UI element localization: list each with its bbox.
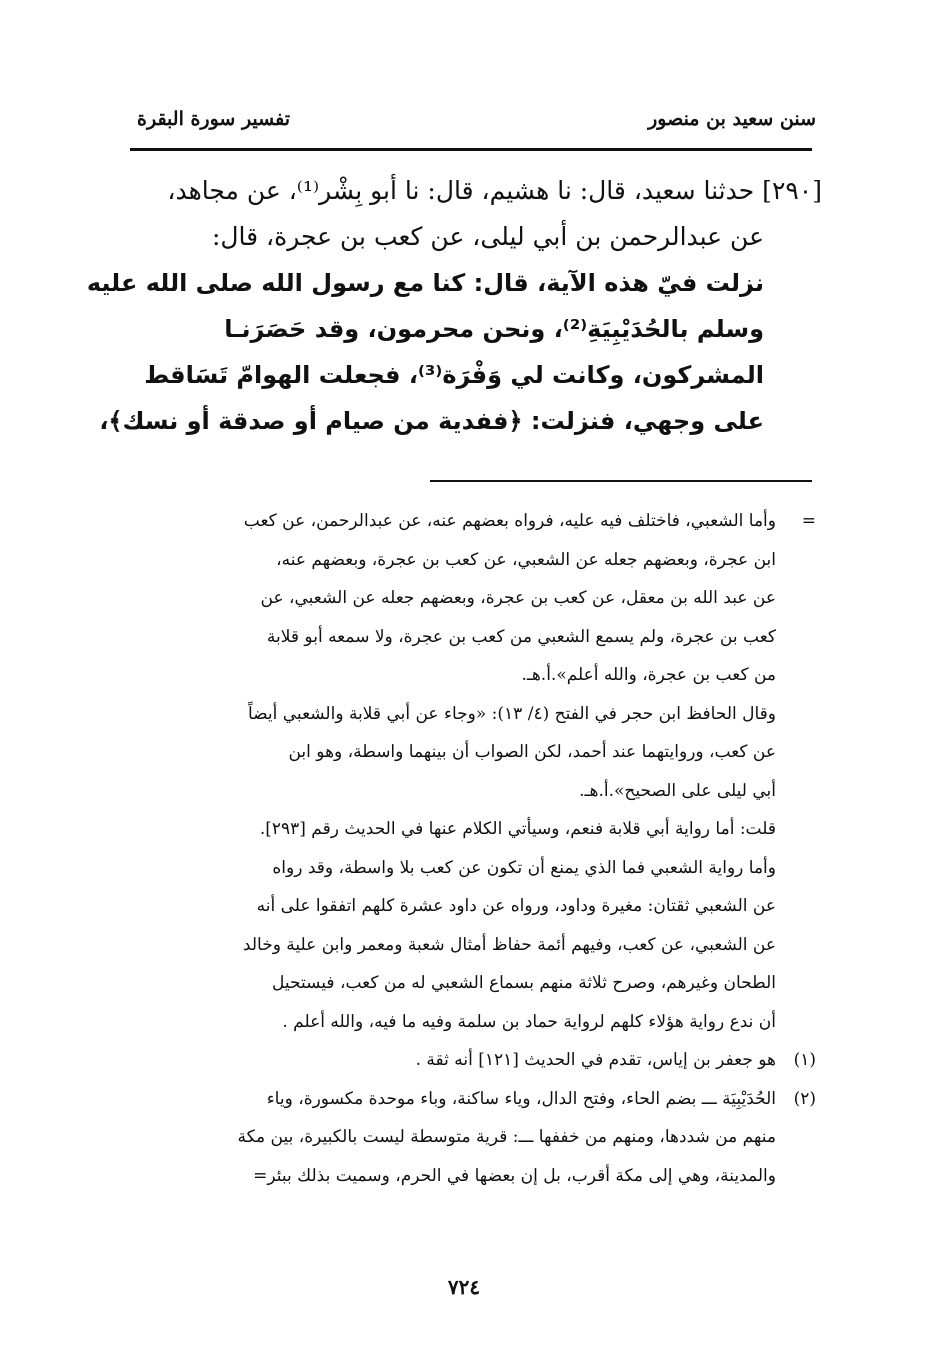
- footnote-line: عن عبد الله بن معقل، عن كعب بن عجرة، وبعضهم جعله عن الشعبي، عن: [260, 588, 776, 608]
- hadith-line-2: عن عبدالرحمن بن أبي ليلى، عن كعب بن عجرة، قال:: [211, 222, 764, 251]
- footnote-2-text: الحُدَيْبِيَة ـــ بضم الحاء، وفتح الدال، وياء ساكنة، وباء موحدة مكسورة، وياء: [266, 1088, 776, 1109]
- hadith-text: [86, 168, 822, 444]
- hadith-line-1-text: حدثنا سعيد، قال: نا هشيم، قال: نا أبو بِشْر⁽¹⁾، عن مجاهد،: [167, 176, 755, 205]
- footnote-2-line: منهم من شددها، ومنهم من خففها ـــ: قرية متوسطة ليست بالكبيرة، بين مكة: [237, 1127, 776, 1147]
- footnote-line: قلت: أما رواية أبي قلابة فنعم، وسيأتي الكلام عنها في الحديث رقم [٢٩٣].: [259, 819, 776, 839]
- running-header-book-title: سنن سعيد بن منصور: [648, 108, 816, 130]
- footnote-line: كعب بن عجرة، ولم يسمع الشعبي من كعب بن عجرة، ولا سمعه أبو قلابة: [266, 626, 776, 647]
- running-header-section-title: تفسير سورة البقرة: [137, 108, 291, 130]
- hadith-line-1: [124, 168, 822, 214]
- hadith-line-3: نزلت فيّ هذه الآية، قال: كنا مع رسول الله صلى الله عليه: [86, 269, 764, 297]
- footnote-1-text: هو جعفر بن إياس، تقدم في الحديث [١٢١] أنه ثقة .: [415, 1050, 776, 1070]
- footnote-line: الطحان وغيرهم، وصرح ثلاثة منهم بسماع الشعبي له من كعب، فيستحيل: [272, 973, 776, 993]
- continuation-mark: =: [801, 511, 816, 531]
- page-number: ٧٢٤: [447, 1275, 481, 1299]
- footnote-1: [128, 1041, 816, 1080]
- hadith-line-6: على وجهي، فنزلت: ﴿ففدية من صيام أو صدقة أو نسك﴾،: [99, 407, 764, 435]
- hadith-line-5: المشركون، وكانت لي وَفْرَة⁽³⁾، فجعلت الهوامّ تَسَاقط: [144, 361, 764, 389]
- footnote-2-mark: (٢): [793, 1088, 816, 1109]
- footnote-1-mark: (١): [793, 1050, 816, 1070]
- footnote-line: عن كعب، وروايتهما عند أحمد، لكن الصواب أن بينهما واسطة، وهو ابن: [288, 742, 776, 762]
- footnote-2-line: والمدينة، وهي إلى مكة أقرب، بل إن بعضها في الحرم، وسميت بذلك ببئر=: [253, 1165, 776, 1186]
- hadith-line-4: وسلم بالحُدَيْبِيَةِ⁽²⁾، ونحن محرمون، وقد حَصَرَنـا: [224, 315, 764, 343]
- footnote-line: ابن عجرة، وبعضهم جعله عن الشعبي، عن كعب بن عجرة، وبعضهم عنه،: [276, 549, 776, 570]
- footnotes: [128, 502, 816, 1195]
- footnote-rule: [430, 480, 812, 482]
- header-rule: [130, 148, 812, 151]
- footnote-line: أن ندع رواية هؤلاء كلهم لرواية حماد بن سلمة وفيه ما فيه، والله أعلم .: [282, 1011, 776, 1032]
- footnote-line: أبي ليلى على الصحيح».أ.هـ.: [579, 780, 776, 801]
- footnote-line: عن الشعبي، عن كعب، وفيهم أئمة حفاظ أمثال شعبة ومعمر وابن علية وخالد: [242, 934, 776, 955]
- footnote-line: من كعب بن عجرة، والله أعلم».أ.هـ.: [521, 665, 776, 685]
- footnote-line: وأما رواية الشعبي فما الذي يمنع أن تكون عن كعب بلا واسطة، وقد رواه: [272, 857, 776, 878]
- footnote-line: عن الشعبي ثقتان: مغيرة وداود، ورواه عن داود عشرة كلهم اتفقوا على أنه: [256, 896, 776, 916]
- hadith-number: [٢٩٠]: [762, 176, 822, 205]
- footnote-2: [128, 1080, 816, 1119]
- footnote-continued-line: =وأما الشعبي، فاختلف فيه عليه، فرواه بعضهم عنه، عن عبدالرحمن، عن كعب: [128, 502, 816, 541]
- footnote-line: وقال الحافظ ابن حجر في الفتح (٤/ ١٣): «وجاء عن أبي قلابة والشعبي أيضاً: [247, 703, 776, 724]
